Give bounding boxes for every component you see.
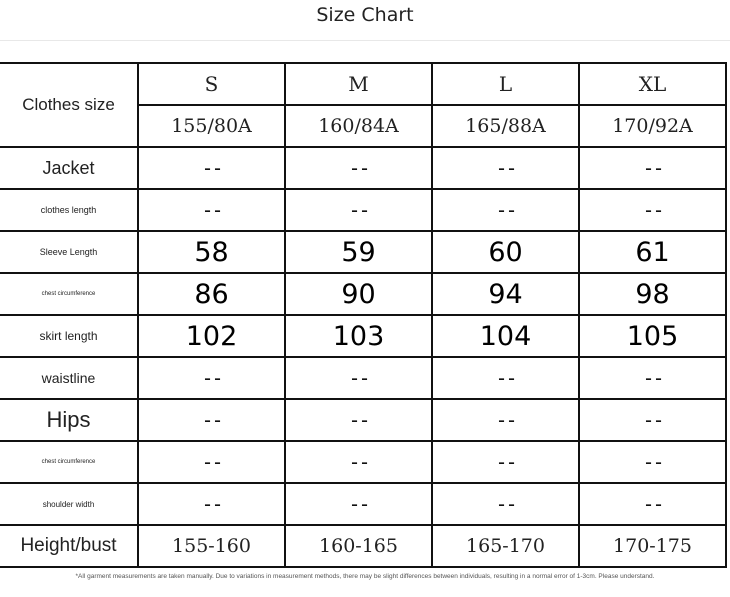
value-cell: 90 [285, 273, 432, 315]
value-cell: 170-175 [579, 525, 726, 567]
value-cell: -- [138, 399, 285, 441]
row-label-waistline: waistline [0, 357, 138, 399]
table-row [0, 357, 726, 399]
row-label-skirt-length: skirt length [0, 315, 138, 357]
value-cell: 103 [285, 315, 432, 357]
value-cell: 58 [138, 231, 285, 273]
row-label-height-bust: Height/bust [0, 525, 138, 567]
measurement-footnote: *All garment measurements are taken manually. Due to variations in measurement methods, there may be slight differences between individuals, resulting in a normal error of 1-3cm. Please understand. [75, 573, 655, 580]
value-cell: -- [138, 357, 285, 399]
value-cell: 98 [579, 273, 726, 315]
value-cell: -- [432, 483, 579, 525]
value-cell: -- [285, 189, 432, 231]
table-row [0, 483, 726, 525]
value-cell: -- [285, 357, 432, 399]
row-label-jacket: Jacket [0, 147, 138, 189]
value-cell: -- [285, 147, 432, 189]
value-cell: -- [138, 441, 285, 483]
value-cell: 86 [138, 273, 285, 315]
row-label-chest-circumference-2: chest circumference [0, 441, 138, 483]
value-cell: -- [579, 399, 726, 441]
value-cell: -- [432, 399, 579, 441]
page-title: Size Chart [316, 4, 414, 26]
value-cell: 61 [579, 231, 726, 273]
value-cell: -- [579, 357, 726, 399]
size-letter-row [0, 63, 726, 105]
table-row [0, 399, 726, 441]
value-cell: -- [432, 147, 579, 189]
value-cell: 102 [138, 315, 285, 357]
size-code-cell: 155/80A [138, 105, 285, 147]
value-cell: 60 [432, 231, 579, 273]
value-cell: 160-165 [285, 525, 432, 567]
table-row [0, 231, 726, 273]
value-cell: 155-160 [138, 525, 285, 567]
row-label-clothes-length: clothes length [0, 189, 138, 231]
row-label-chest-circumference: chest circumference [0, 273, 138, 315]
value-cell: -- [285, 399, 432, 441]
value-cell: -- [138, 189, 285, 231]
size-chart-table [0, 62, 727, 568]
value-cell: -- [138, 483, 285, 525]
size-letter-cell: XL [579, 63, 726, 105]
value-cell: -- [579, 483, 726, 525]
value-cell: -- [432, 441, 579, 483]
table-row [0, 315, 726, 357]
row-label-sleeve-length: Sleeve Length [0, 231, 138, 273]
table-row [0, 147, 726, 189]
value-cell: 105 [579, 315, 726, 357]
value-cell: 104 [432, 315, 579, 357]
clothes-size-header: Clothes size [0, 63, 138, 147]
table-row [0, 189, 726, 231]
table-row [0, 441, 726, 483]
value-cell: -- [579, 189, 726, 231]
size-code-cell: 160/84A [285, 105, 432, 147]
size-code-cell: 165/88A [432, 105, 579, 147]
table-row [0, 273, 726, 315]
value-cell: 165-170 [432, 525, 579, 567]
row-label-hips: Hips [0, 399, 138, 441]
value-cell: -- [285, 441, 432, 483]
value-cell: -- [432, 189, 579, 231]
value-cell: 59 [285, 231, 432, 273]
value-cell: -- [285, 483, 432, 525]
page-header [0, 0, 730, 41]
value-cell: -- [432, 357, 579, 399]
size-code-cell: 170/92A [579, 105, 726, 147]
table-row [0, 525, 726, 567]
size-letter-cell: S [138, 63, 285, 105]
size-letter-cell: L [432, 63, 579, 105]
value-cell: -- [579, 441, 726, 483]
row-label-shoulder-width: shoulder width [0, 483, 138, 525]
value-cell: -- [138, 147, 285, 189]
value-cell: 94 [432, 273, 579, 315]
size-letter-cell: M [285, 63, 432, 105]
value-cell: -- [579, 147, 726, 189]
